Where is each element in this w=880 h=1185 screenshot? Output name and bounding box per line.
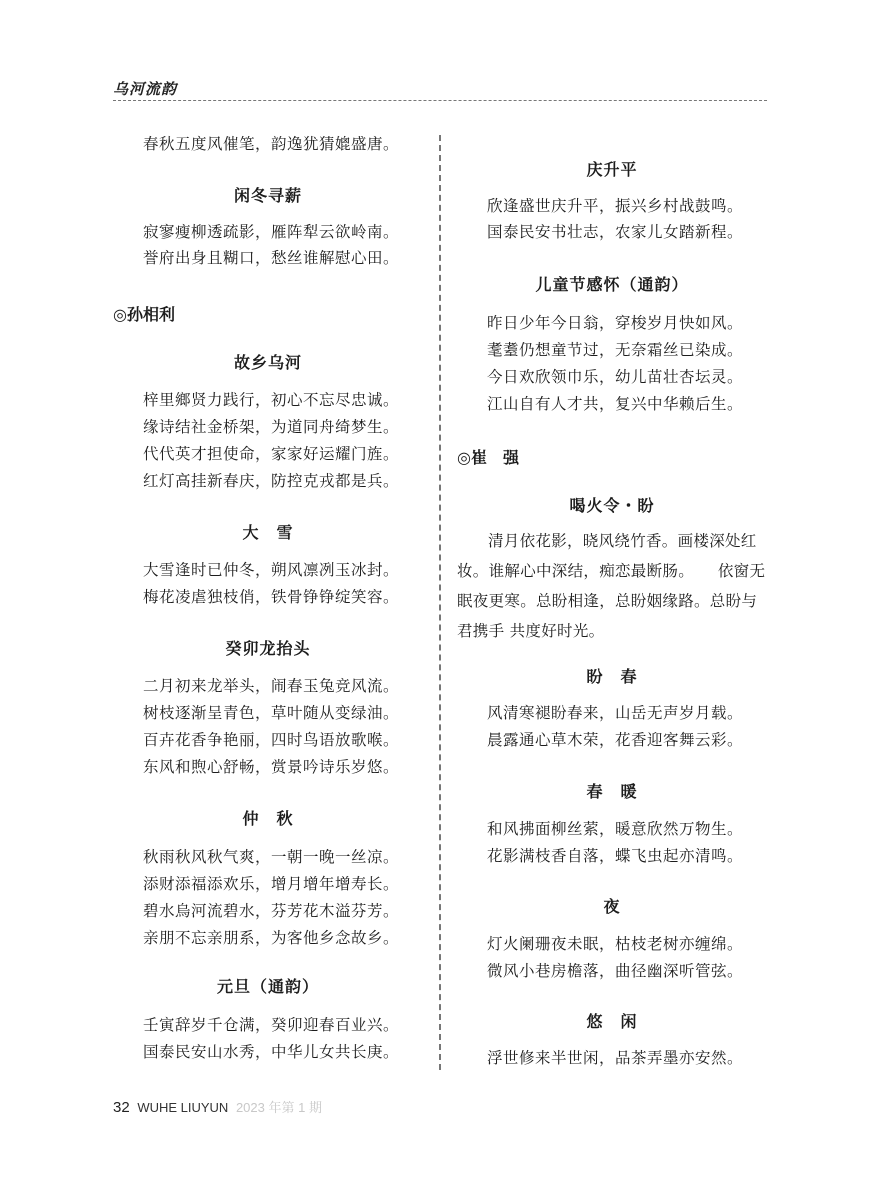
verse-line: 耄耋仍想童节过，无奈霜丝已染成。 bbox=[487, 341, 744, 359]
poem-title: 元旦（通韵） bbox=[216, 977, 319, 996]
verse-line: 风清寒褪盼春来，山岳无声岁月载。 bbox=[487, 704, 744, 722]
verse-line: 大雪逢时已仲冬，朔风凛冽玉冰封。 bbox=[143, 561, 400, 579]
page-footer bbox=[113, 1097, 322, 1116]
verse-line: 壬寅辞岁千仓满，癸卯迎春百业兴。 bbox=[143, 1016, 400, 1034]
verse-line: 添财添福添欢乐，增月增年增寿长。 bbox=[143, 875, 400, 893]
verse-line: 二月初来龙举头，闹春玉兔竞风流。 bbox=[143, 677, 400, 695]
verse-line: 欣逢盛世庆升平，振兴乡村战鼓鸣。 bbox=[487, 197, 744, 215]
author-name: ◎崔 强 bbox=[457, 448, 519, 467]
magazine-name: WUHE LIUYUN bbox=[137, 1100, 229, 1115]
page-number: 32 bbox=[113, 1099, 130, 1116]
verse-line: 和风拂面柳丝萦，暖意欣然万物生。 bbox=[487, 820, 744, 838]
column-divider bbox=[439, 135, 441, 1070]
verse-line: 灯火阑珊夜未眠，枯枝老树亦缠绵。 bbox=[487, 935, 744, 953]
verse-line: 晨露通心草木荣，花香迎客舞云彩。 bbox=[487, 731, 744, 749]
poem-title: 儿童节感怀（通韵） bbox=[535, 275, 689, 294]
poem-title: 庆升平 bbox=[586, 160, 638, 179]
poem-title: 癸卯龙抬头 bbox=[225, 639, 311, 658]
verse-line: 树枝逐渐呈青色，草叶随从变绿油。 bbox=[143, 704, 400, 722]
poem-title: 仲 秋 bbox=[242, 809, 294, 828]
poem-title: 春 暖 bbox=[586, 782, 638, 801]
issue-label: 2023 年第 1 期 bbox=[235, 1100, 322, 1115]
verse-line: 今日欢欣领巾乐，幼儿苗壮杏坛灵。 bbox=[487, 368, 744, 386]
header-rule bbox=[113, 100, 767, 101]
verse-line: 昨日少年今日翁，穿梭岁月快如风。 bbox=[487, 314, 744, 332]
verse-line: 誉府出身且糊口，愁丝谁解慰心田。 bbox=[143, 249, 400, 267]
verse-line: 浮世修来半世闲，品茶弄墨亦安然。 bbox=[487, 1049, 744, 1067]
verse-line: 红灯高挂新春庆，防控克戎都是兵。 bbox=[143, 472, 400, 490]
ci-text: 清月依花影，晓风绕竹香。画楼深处红妆。谁解心中深结，痴恋最断肠。 依窗无眠夜更寒。总盼相逢，总盼姻缘路。总盼与君携手 共度好时光。 bbox=[457, 532, 766, 640]
verse-line: 秋雨秋风秋气爽，一朝一晚一丝凉。 bbox=[143, 848, 400, 866]
verse-line: 代代英才担使命，家家好运耀门旌。 bbox=[143, 445, 400, 463]
poem-title: 夜 bbox=[603, 897, 621, 916]
verse-line: 梓里鄉贤力践行，初心不忘尽忠诚。 bbox=[143, 391, 400, 409]
poem-title: 故乡乌河 bbox=[233, 353, 302, 372]
verse-line: 缘诗结社金桥架，为道同舟绮梦生。 bbox=[143, 418, 400, 436]
verse-line: 梅花凌虐独枝俏，铁骨铮铮绽笑容。 bbox=[143, 588, 400, 606]
verse-line: 微风小巷房檐落，曲径幽深听管弦。 bbox=[487, 962, 744, 980]
verse-line: 碧水烏河流碧水，芬芳花木溢芬芳。 bbox=[143, 902, 400, 920]
verse-line: 百卉花香争艳丽，四时鸟语放歌喉。 bbox=[143, 731, 400, 749]
verse-line: 亲朋不忘亲朋系，为客他乡念故乡。 bbox=[143, 929, 400, 947]
author-name: ◎孙相利 bbox=[113, 305, 175, 324]
running-head: 乌河流韵 bbox=[113, 80, 178, 98]
verse-line: 国泰民安书壮志，农家儿女踏新程。 bbox=[487, 223, 744, 241]
verse-line: 国泰民安山水秀，中华儿女共长庚。 bbox=[143, 1043, 400, 1061]
verse-line: 东风和煦心舒畅，赏景吟诗乐岁悠。 bbox=[143, 758, 400, 776]
poem-title: 闲冬寻薪 bbox=[233, 186, 302, 205]
poem-title: 悠 闲 bbox=[586, 1012, 638, 1031]
verse-line: 寂寥瘦柳透疏影，雁阵犁云欲岭南。 bbox=[143, 223, 400, 241]
verse-line: 江山自有人才共，复兴中华赖后生。 bbox=[487, 395, 744, 413]
verse-line: 春秋五度风催笔，韵逸犹猜媲盛唐。 bbox=[143, 135, 400, 153]
poem-title: 大 雪 bbox=[242, 523, 294, 542]
poem-title: 盼 春 bbox=[586, 667, 638, 686]
poem-title: 喝火令・盼 bbox=[569, 496, 655, 515]
verse-line: 花影满枝香自落，蝶飞虫起亦清鸣。 bbox=[487, 847, 744, 865]
